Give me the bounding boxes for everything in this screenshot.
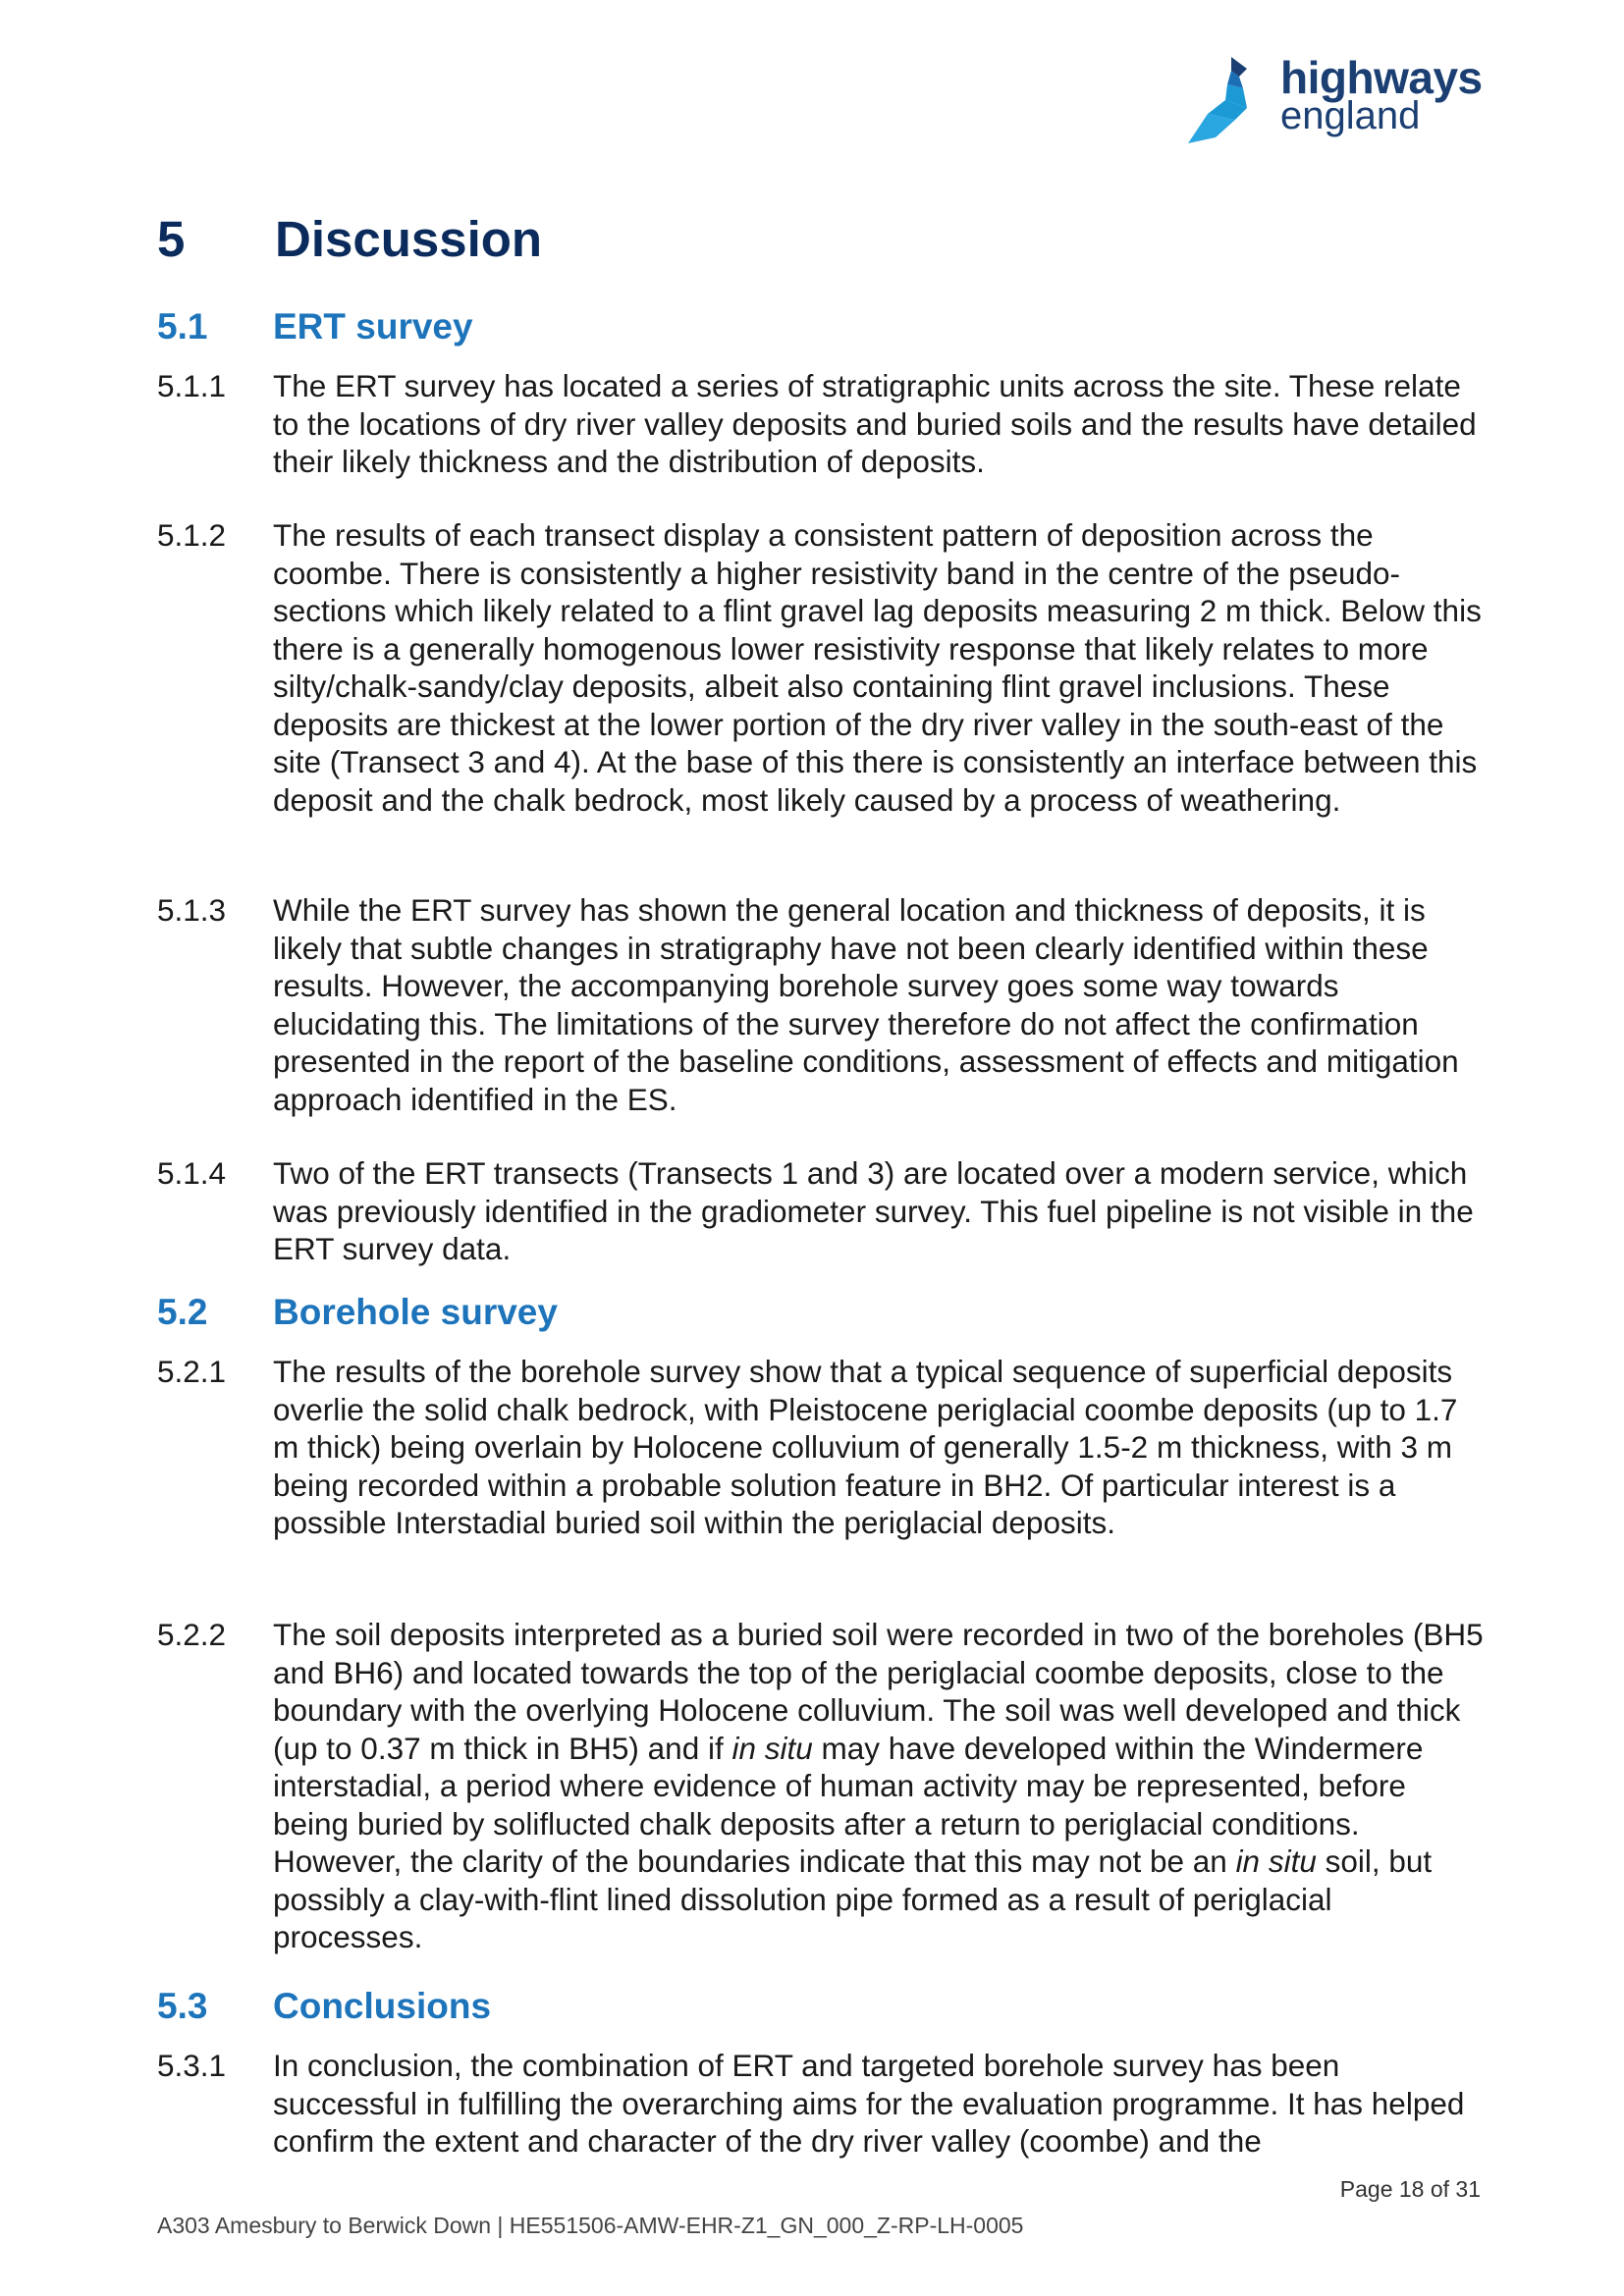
- section-number: 5.2: [157, 1292, 208, 1332]
- chapter-number: 5: [157, 211, 186, 267]
- paragraph-text: The results of each transect display a consistent pattern of deposition across the coombe. There is consistently a higher resistivity band in the centre of the pseudo-sections which likely related to a flint gravel lag deposits measuring 2 m thick. Below this there is a generally homogenous lower resistivity response that likely relates to more silty/chalk-sandy/clay deposits, albeit also containing flint gravel inclusions. These deposits are thickest at the lower portion of the dry river valley in the south-east of the site (Transect 3 and 4). At the base of this there is consistently an interface between this deposit and the chalk bedrock, most likely caused by a process of weathering.: [273, 517, 1482, 818]
- paragraph-number: 5.3.1: [157, 2048, 227, 2083]
- paragraph-5-1-1: [157, 367, 1488, 481]
- section-heading-5-1: [157, 306, 473, 347]
- paragraph-5-1-4: [157, 1154, 1488, 1268]
- paragraph-number: 5.1.3: [157, 892, 227, 928]
- paragraph-text: The ERT survey has located a series of stratigraphic units across the site. These relate to the locations of dry river valley deposits and buried soils and the results have detailed their likely thickness and the distribution of deposits.: [273, 368, 1477, 479]
- paragraph-number: 5.2.1: [157, 1354, 227, 1389]
- document-footer: A303 Amesbury to Berwick Down | HE551506-AMW-EHR-Z1_GN_000_Z-RP-LH-0005: [157, 2213, 1024, 2238]
- logo-line-1: highways: [1280, 52, 1483, 103]
- paragraph-number: 5.1.4: [157, 1155, 227, 1191]
- paragraph-number: 5.2.2: [157, 1617, 227, 1652]
- paragraph-text: While the ERT survey has shown the general location and thickness of deposits, it is likely that subtle changes in stratigraphy have not been clearly identified within these results. However, the accompanying borehole survey goes some way towards elucidating this. The limitations of the survey therefore do not affect the confirmation presented in the report of the baseline conditions, assessment of effects and mitigation approach identified in the ES.: [273, 892, 1459, 1117]
- section-number: 5.1: [157, 306, 208, 347]
- paragraph-5-1-3: [157, 891, 1488, 1118]
- chapter-heading: [157, 210, 542, 268]
- chapter-title: Discussion: [275, 211, 543, 267]
- section-heading-5-3: [157, 1986, 491, 2027]
- paragraph-5-2-2: [157, 1616, 1488, 1956]
- section-title: Conclusions: [273, 1986, 492, 2026]
- page-number: Page 18 of 31: [1339, 2176, 1481, 2202]
- paragraph-5-1-2: [157, 516, 1488, 819]
- italic-term: in situ: [1235, 1843, 1317, 1879]
- paragraph-text: Two of the ERT transects (Transects 1 and 3) are located over a modern service, which was previously identified in the gradiometer survey. This fuel pipeline is not visible in the ERT survey data.: [273, 1155, 1474, 1266]
- logo-line-2: england: [1280, 94, 1421, 137]
- paragraph-text-part: soil, but possibly a clay-with-flint lined dissolution pipe formed as a result of periglacial processes.: [273, 1843, 1433, 1954]
- paragraph-number: 5.1.2: [157, 517, 227, 553]
- paragraph-text: [273, 1616, 1488, 1956]
- section-title: Borehole survey: [273, 1292, 558, 1332]
- section-title: ERT survey: [273, 306, 473, 347]
- highways-england-logo-mark: [1186, 55, 1276, 145]
- paragraph-text-part: may have developed within the Windermere interstadial, a period where evidence of human activity may be represented, before being buried by soliflucted chalk deposits after a return to periglacial conditions. However, the clarity of the boundaries indicate that this may not be an: [273, 1730, 1424, 1879]
- paragraph-text-part: The soil deposits interpreted as a buried soil were recorded in two of the boreholes (BH5 and BH6) and located towards the top of the periglacial coombe deposits, close to the boundary with the overlying Holocene colluvium. The soil was well developed and thick (up to 0.37 m thick in BH5) and if: [273, 1617, 1484, 1766]
- logo-wordmark: [1280, 52, 1483, 137]
- paragraph-text: The results of the borehole survey show that a typical sequence of superficial deposits overlie the solid chalk bedrock, with Pleistocene periglacial coombe deposits (up to 1.7 m thick) being overlain by Holocene colluvium of generally 1.5-2 m thickness, with 3 m being recorded within a probable solution feature in BH2. Of particular interest is a possible Interstadial buried soil within the periglacial deposits.: [273, 1354, 1458, 1540]
- section-number: 5.3: [157, 1986, 208, 2026]
- highways-england-logo: [1186, 52, 1483, 145]
- section-heading-5-2: [157, 1292, 558, 1333]
- paragraph-5-2-1: [157, 1353, 1488, 1542]
- paragraph-text: In conclusion, the combination of ERT and targeted borehole survey has been successful in fulfilling the overarching aims for the evaluation programme. It has helped confirm the extent and character of the dry river valley (coombe) and the: [273, 2048, 1465, 2159]
- paragraph-5-3-1: [157, 2047, 1488, 2161]
- paragraph-number: 5.1.1: [157, 368, 227, 403]
- italic-term: in situ: [731, 1730, 813, 1766]
